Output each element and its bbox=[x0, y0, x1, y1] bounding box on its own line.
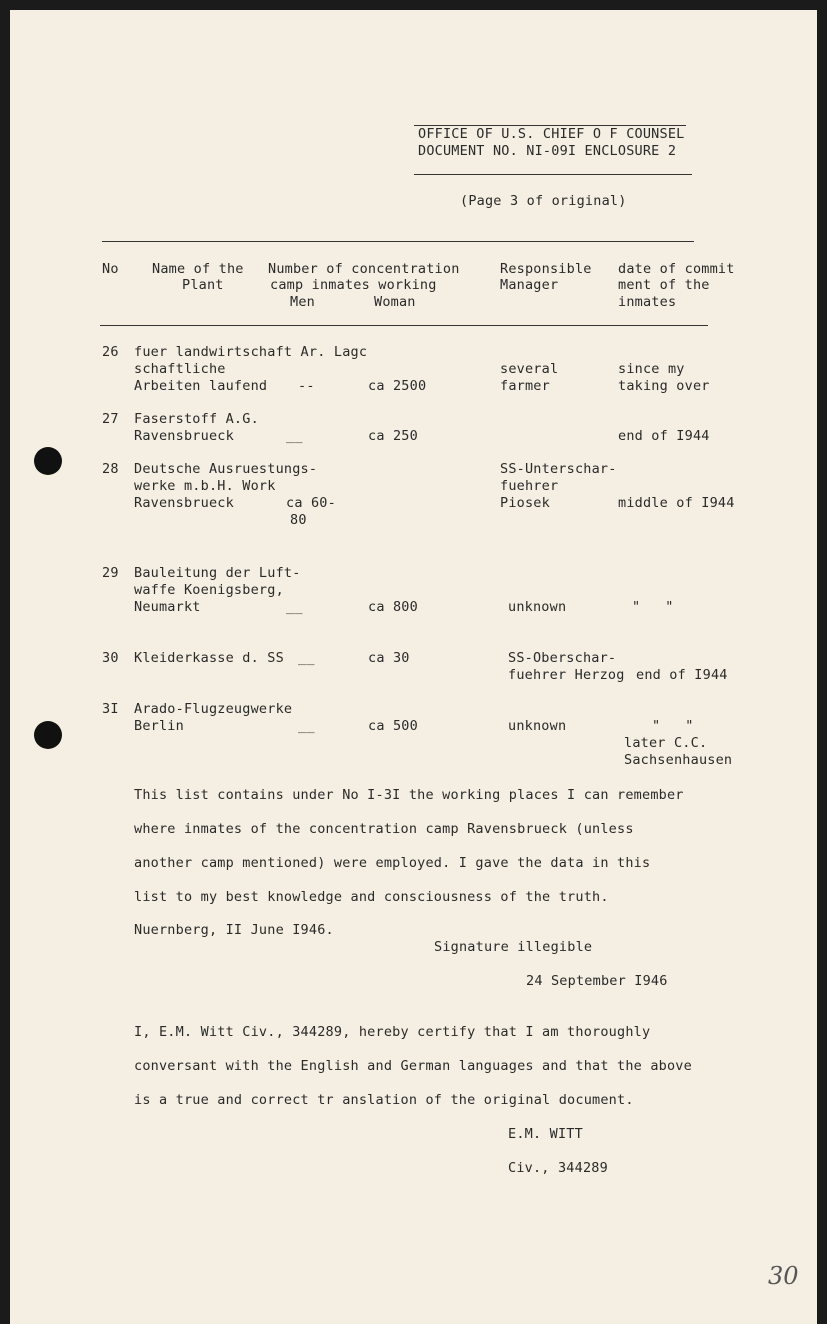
row-30-manager: fuehrer Herzog bbox=[508, 667, 625, 683]
header-bottom-rule bbox=[414, 174, 692, 175]
statement-line: where inmates of the concentration camp Ravensbrueck (unless bbox=[134, 821, 634, 837]
col-header-date-3: inmates bbox=[618, 294, 677, 310]
col-header-date-2: ment of the bbox=[618, 277, 710, 293]
table-header-rule bbox=[100, 325, 708, 326]
col-header-date: date of commit bbox=[618, 261, 735, 277]
handwritten-page-number: 30 bbox=[768, 1262, 799, 1290]
statement-line: list to my best knowledge and consciousness of the truth. bbox=[134, 889, 609, 905]
row-26-women: ca 2500 bbox=[368, 378, 427, 394]
row-26-manager: farmer bbox=[500, 378, 550, 394]
col-header-number-2: camp inmates working bbox=[270, 277, 437, 293]
row-31-no: 3I bbox=[102, 701, 119, 717]
row-27-no: 27 bbox=[102, 411, 119, 427]
col-header-women: Woman bbox=[374, 294, 416, 310]
certification-line: is a true and correct tr anslation of the original document. bbox=[134, 1092, 634, 1108]
table-top-rule bbox=[102, 241, 694, 242]
row-28-no: 28 bbox=[102, 461, 119, 477]
row-30-manager: SS-Oberschar- bbox=[508, 650, 617, 666]
row-29-manager: unknown bbox=[508, 599, 567, 615]
row-29-plant: Neumarkt bbox=[134, 599, 201, 615]
row-31-date: Sachsenhausen bbox=[624, 752, 733, 768]
signature-date: 24 September I946 bbox=[526, 973, 668, 989]
row-27-women: ca 250 bbox=[368, 428, 418, 444]
punch-hole-bottom bbox=[34, 721, 62, 749]
row-28-plant: Ravensbrueck bbox=[134, 495, 234, 511]
row-30-no: 30 bbox=[102, 650, 119, 666]
row-29-women: ca 800 bbox=[368, 599, 418, 615]
row-28-men: 80 bbox=[290, 512, 307, 528]
row-28-manager: SS-Unterschar- bbox=[500, 461, 617, 477]
row-29-plant: waffe Koenigsberg, bbox=[134, 582, 284, 598]
row-28-manager: Piosek bbox=[500, 495, 550, 511]
row-26-manager: several bbox=[500, 361, 559, 377]
punch-hole-top bbox=[34, 447, 62, 475]
row-28-men: ca 60- bbox=[286, 495, 336, 511]
statement-place-date: Nuernberg, II June I946. bbox=[134, 922, 334, 938]
row-28-plant: Deutsche Ausruestungs- bbox=[134, 461, 318, 477]
row-27-plant: Faserstoff A.G. bbox=[134, 411, 259, 427]
certification-line: I, E.M. Witt Civ., 344289, hereby certify that I am thoroughly bbox=[134, 1024, 651, 1040]
row-27-men: __ bbox=[286, 428, 303, 444]
col-header-no: No bbox=[102, 261, 119, 277]
row-26-date: taking over bbox=[618, 378, 710, 394]
row-29-plant: Bauleitung der Luft- bbox=[134, 565, 301, 581]
col-header-men: Men bbox=[290, 294, 315, 310]
row-26-date: since my bbox=[618, 361, 685, 377]
page-of-original: (Page 3 of original) bbox=[460, 193, 627, 209]
row-31-date: " " bbox=[652, 718, 694, 734]
translator-name: E.M. WITT bbox=[508, 1126, 583, 1142]
row-28-plant: werke m.b.H. Work bbox=[134, 478, 276, 494]
statement-line: This list contains under No I-3I the working places I can remember bbox=[134, 787, 684, 803]
row-28-date: middle of I944 bbox=[618, 495, 735, 511]
certification-line: conversant with the English and German languages and that the above bbox=[134, 1058, 692, 1074]
row-31-plant: Arado-Flugzeugwerke bbox=[134, 701, 293, 717]
row-31-women: ca 500 bbox=[368, 718, 418, 734]
office-line: OFFICE OF U.S. CHIEF O F COUNSEL bbox=[418, 126, 685, 142]
col-header-number: Number of concentration bbox=[268, 261, 460, 277]
document-number: DOCUMENT NO. NI-09I ENCLOSURE 2 bbox=[418, 143, 677, 159]
row-29-men: __ bbox=[286, 599, 303, 615]
col-header-manager: Responsible bbox=[500, 261, 592, 277]
row-28-manager: fuehrer bbox=[500, 478, 559, 494]
row-31-date: later C.C. bbox=[624, 735, 708, 751]
row-26-plant: schaftliche bbox=[134, 361, 226, 377]
row-30-plant: Kleiderkasse d. SS bbox=[134, 650, 284, 666]
row-26-men: -- bbox=[298, 378, 315, 394]
col-header-plant-2: Plant bbox=[182, 277, 224, 293]
row-26-plant: Arbeiten laufend bbox=[134, 378, 268, 394]
row-29-date: " " bbox=[632, 599, 674, 615]
row-31-men: __ bbox=[298, 718, 315, 734]
row-29-no: 29 bbox=[102, 565, 119, 581]
row-30-women: ca 30 bbox=[368, 650, 410, 666]
row-26-plant: fuer landwirtschaft Ar. Lagc bbox=[134, 344, 368, 360]
row-30-date: end of I944 bbox=[636, 667, 728, 683]
col-header-manager-2: Manager bbox=[500, 277, 559, 293]
col-header-plant: Name of the bbox=[152, 261, 244, 277]
row-27-plant: Ravensbrueck bbox=[134, 428, 234, 444]
row-26-no: 26 bbox=[102, 344, 119, 360]
signature: Signature illegible bbox=[434, 939, 593, 955]
statement-line: another camp mentioned) were employed. I gave the data in this bbox=[134, 855, 651, 871]
row-31-plant: Berlin bbox=[134, 718, 184, 734]
translator-id: Civ., 344289 bbox=[508, 1160, 608, 1176]
row-30-men: __ bbox=[298, 650, 315, 666]
row-27-date: end of I944 bbox=[618, 428, 710, 444]
row-31-manager: unknown bbox=[508, 718, 567, 734]
